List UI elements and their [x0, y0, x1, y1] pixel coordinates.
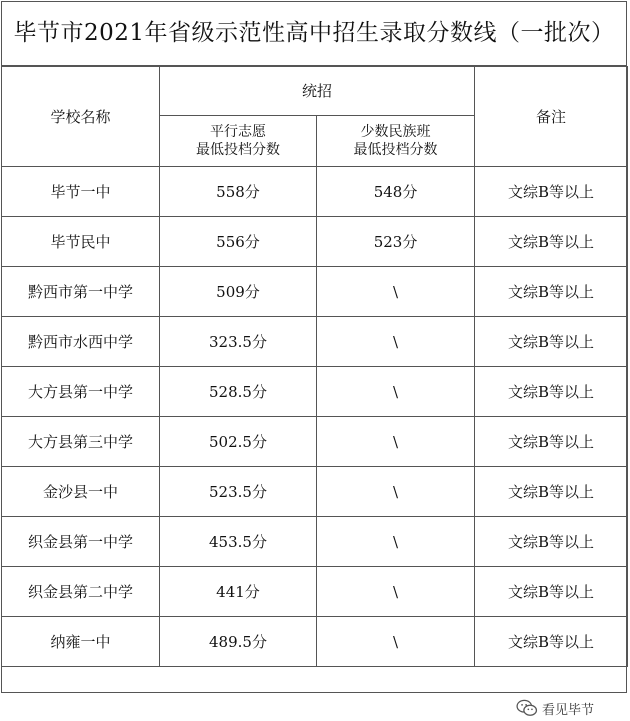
table-row [2, 567, 628, 617]
table-row [2, 517, 628, 567]
header-minority-line1: 少数民族班 [360, 124, 431, 140]
table-row [2, 167, 628, 217]
remark-cell: 文综B等以上 [475, 617, 628, 667]
school-cell: 黔西市水西中学 [2, 317, 160, 367]
parallel-score-cell: 509分 [160, 267, 317, 317]
minority-score-cell: 523分 [317, 217, 475, 267]
minority-score-cell: \ [317, 517, 475, 567]
remark-cell: 文综B等以上 [475, 317, 628, 367]
table-row [2, 317, 628, 367]
parallel-score-cell: 489.5分 [160, 617, 317, 667]
remark-cell: 文综B等以上 [475, 367, 628, 417]
wechat-icon [516, 699, 538, 717]
score-table-body [2, 67, 628, 667]
school-cell: 毕节民中 [2, 217, 160, 267]
school-cell: 黔西市第一中学 [2, 267, 160, 317]
parallel-score-cell: 323.5分 [160, 317, 317, 367]
parallel-score-cell: 453.5分 [160, 517, 317, 567]
remark-cell: 文综B等以上 [475, 417, 628, 467]
school-cell: 金沙县一中 [2, 467, 160, 517]
remark-cell: 文综B等以上 [475, 567, 628, 617]
table-row [2, 367, 628, 417]
header-row-1 [2, 67, 628, 116]
score-sheet [1, 1, 627, 693]
header-parallel-line1: 平行志愿 [210, 124, 266, 140]
parallel-score-cell: 502.5分 [160, 417, 317, 467]
header-school: 学校名称 [2, 67, 160, 167]
remark-cell: 文综B等以上 [475, 517, 628, 567]
minority-score-cell: \ [317, 417, 475, 467]
header-parallel-line2: 最低投档分数 [196, 142, 280, 158]
table-row [2, 467, 628, 517]
parallel-score-cell: 523.5分 [160, 467, 317, 517]
parallel-score-cell: 528.5分 [160, 367, 317, 417]
table-row [2, 267, 628, 317]
minority-score-cell: \ [317, 567, 475, 617]
watermark [516, 698, 594, 718]
parallel-score-cell: 441分 [160, 567, 317, 617]
parallel-score-cell: 556分 [160, 217, 317, 267]
table-row [2, 417, 628, 467]
table-row [2, 217, 628, 267]
table-row [2, 617, 628, 667]
header-remarks: 备注 [475, 67, 628, 167]
remark-cell: 文综B等以上 [475, 467, 628, 517]
header-minority [317, 116, 475, 167]
remark-cell: 文综B等以上 [475, 167, 628, 217]
school-cell: 纳雍一中 [2, 617, 160, 667]
minority-score-cell: \ [317, 617, 475, 667]
remark-cell: 文综B等以上 [475, 267, 628, 317]
watermark-text: 看见毕节 [542, 702, 595, 718]
school-cell: 织金县第二中学 [2, 567, 160, 617]
header-unified: 统招 [160, 67, 475, 116]
minority-score-cell: \ [317, 317, 475, 367]
minority-score-cell: 548分 [317, 167, 475, 217]
page-title: 毕节市2021年省级示范性高中招生录取分数线（一批次） [2, 2, 626, 66]
school-cell: 大方县第一中学 [2, 367, 160, 417]
minority-score-cell: \ [317, 367, 475, 417]
parallel-score-cell: 558分 [160, 167, 317, 217]
school-cell: 织金县第一中学 [2, 517, 160, 567]
minority-score-cell: \ [317, 467, 475, 517]
school-cell: 毕节一中 [2, 167, 160, 217]
score-table [1, 66, 628, 667]
header-minority-line2: 最低投档分数 [353, 142, 438, 158]
header-parallel [160, 116, 317, 167]
remark-cell: 文综B等以上 [475, 217, 628, 267]
school-cell: 大方县第三中学 [2, 417, 160, 467]
minority-score-cell: \ [317, 267, 475, 317]
